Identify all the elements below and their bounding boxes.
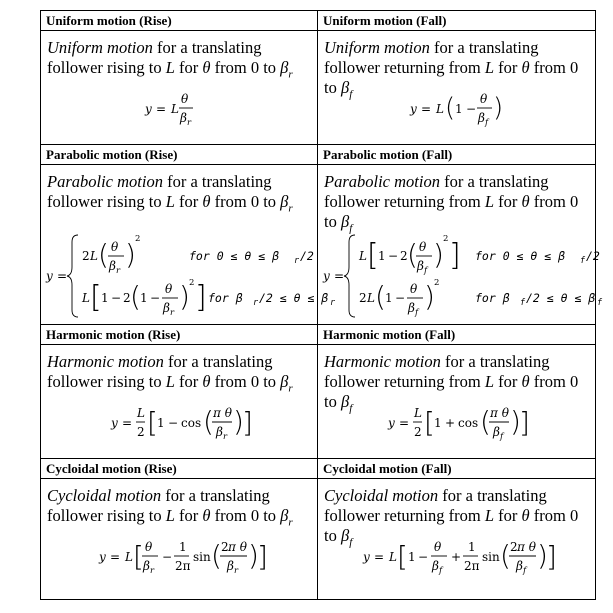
svg-text:L: L — [436, 102, 444, 116]
svg-text:r: r — [330, 298, 336, 308]
cell-parabolic-fall — [318, 145, 603, 325]
svg-text:1: 1 — [179, 540, 187, 554]
svg-text:=: = — [334, 269, 345, 283]
svg-text:1: 1 — [157, 416, 165, 430]
svg-text:y: y — [323, 269, 330, 283]
cell-title: Harmonic motion (Fall) — [318, 325, 595, 345]
svg-text:2: 2 — [414, 425, 422, 439]
svg-text:π θ: π θ — [517, 540, 536, 554]
svg-text:2: 2 — [400, 249, 408, 263]
svg-text:[: [ — [133, 540, 144, 573]
cell-title: Uniform motion (Fall) — [318, 11, 595, 31]
svg-text:]: ] — [449, 238, 461, 273]
svg-text:): ) — [248, 539, 259, 572]
svg-text:y: y — [99, 550, 106, 564]
svg-text:β: β — [417, 259, 424, 273]
svg-text:1: 1 — [378, 249, 386, 263]
svg-text:]: ] — [546, 540, 557, 573]
svg-text:β: β — [163, 301, 170, 315]
svg-text:2: 2 — [123, 291, 131, 305]
svg-text:−: − — [150, 291, 161, 305]
svg-text:1: 1 — [101, 291, 109, 305]
equation — [318, 229, 603, 321]
svg-text:): ) — [433, 238, 444, 271]
svg-text:f: f — [424, 266, 428, 276]
equation — [41, 229, 336, 321]
svg-text:L: L — [90, 249, 98, 263]
svg-text:β: β — [516, 559, 523, 573]
svg-text:−: − — [388, 249, 399, 263]
svg-text:L: L — [359, 249, 367, 263]
svg-text:L: L — [389, 550, 397, 564]
svg-text:1: 1 — [468, 540, 476, 554]
cell-cycloidal-fall — [318, 459, 595, 599]
svg-text:/2: /2 — [586, 249, 600, 263]
svg-text:r: r — [253, 298, 259, 308]
svg-text:/2: /2 — [300, 249, 314, 263]
svg-text:f: f — [523, 566, 527, 576]
svg-text:2π: 2π — [175, 559, 191, 573]
svg-text:f: f — [485, 118, 489, 128]
svg-text:r: r — [187, 118, 192, 128]
cell-description: Parabolic motion for a translating follower rising to L for θ from 0 to $\beta_r$ — [47, 172, 293, 215]
svg-text:=: = — [110, 550, 121, 564]
svg-text:for β: for β — [208, 291, 243, 305]
svg-text:[: [ — [397, 540, 408, 573]
svg-text:=: = — [421, 102, 432, 116]
svg-text:]: ] — [519, 406, 530, 439]
svg-text:f: f — [415, 308, 419, 318]
svg-text:=: = — [57, 269, 68, 283]
svg-text:(: ( — [203, 405, 214, 438]
cell-description: Cycloidal motion for a translating follower rising to L for θ from 0 to $\beta_r$ — [47, 486, 293, 529]
equation — [318, 400, 595, 445]
svg-text:f: f — [439, 566, 443, 576]
svg-text:(: ( — [211, 539, 222, 572]
cell-title: Parabolic motion (Rise) — [41, 145, 317, 165]
svg-text:2: 2 — [510, 540, 518, 554]
svg-text:π θ: π θ — [490, 406, 509, 420]
svg-text:/2 ≤ θ ≤ β: /2 ≤ θ ≤ β — [259, 291, 329, 305]
cell-parabolic-rise — [41, 145, 336, 325]
svg-text:[: [ — [424, 406, 435, 439]
svg-text:π θ: π θ — [213, 406, 232, 420]
svg-text:r: r — [294, 256, 300, 266]
svg-text:r: r — [234, 566, 239, 576]
svg-text:=: = — [156, 102, 167, 116]
svg-text:): ) — [493, 93, 504, 123]
svg-text:]: ] — [257, 540, 268, 573]
svg-text:(: ( — [407, 238, 418, 271]
equation — [41, 400, 318, 445]
cell-cycloidal-rise — [41, 459, 318, 599]
equation — [318, 534, 595, 579]
cell-description: Harmonic motion for a translating follower rising to L for θ from 0 to $\beta_r$ — [47, 352, 293, 395]
svg-text:β: β — [432, 559, 439, 573]
svg-text:y: y — [388, 416, 395, 430]
svg-text:[: [ — [147, 406, 158, 439]
svg-text:): ) — [233, 405, 244, 438]
cell-harmonic-rise — [41, 325, 318, 459]
equation — [318, 86, 595, 131]
svg-text:]: ] — [195, 280, 207, 315]
svg-text:β: β — [109, 259, 116, 273]
svg-text:y: y — [46, 269, 53, 283]
svg-text:+: + — [451, 550, 462, 564]
cell-description: Parabolic motion for a translating follower returning from L for θ from 0 to $\beta_f$ — [324, 172, 579, 235]
svg-text:): ) — [510, 405, 521, 438]
svg-text:−: − — [466, 102, 477, 116]
equation — [41, 534, 318, 579]
svg-text:): ) — [125, 238, 136, 271]
svg-text:L: L — [125, 550, 133, 564]
svg-text:−: − — [111, 291, 122, 305]
svg-text:β: β — [408, 301, 415, 315]
svg-text:cos: cos — [181, 416, 202, 430]
svg-text:θ: θ — [145, 540, 153, 554]
svg-text:−: − — [168, 416, 179, 430]
svg-text:y: y — [363, 550, 370, 564]
svg-text:θ: θ — [434, 540, 442, 554]
cell-title: Parabolic motion (Fall) — [318, 145, 595, 165]
svg-text:1: 1 — [385, 291, 393, 305]
equation — [41, 86, 318, 131]
svg-text:[: [ — [367, 238, 379, 273]
cell-harmonic-fall — [318, 325, 595, 459]
svg-text:θ: θ — [419, 240, 427, 254]
svg-text:L: L — [414, 406, 422, 420]
svg-text:y: y — [410, 102, 417, 116]
svg-text:f: f — [597, 298, 603, 308]
svg-text:=: = — [399, 416, 410, 430]
svg-text:f: f — [520, 298, 526, 308]
svg-text:(: ( — [480, 405, 491, 438]
svg-text:L: L — [137, 406, 145, 420]
svg-text:2: 2 — [135, 234, 141, 244]
svg-text:θ: θ — [111, 240, 119, 254]
cell-title: Cycloidal motion (Rise) — [41, 459, 317, 479]
svg-text:sin: sin — [193, 550, 211, 564]
svg-text:−: − — [418, 550, 429, 564]
cell-description: Uniform motion for a translating follower returning from L for θ from 0 to $\beta_f$ — [324, 38, 579, 101]
svg-text:2: 2 — [189, 278, 195, 288]
cell-description: Uniform motion for a translating follower rising to L for θ from 0 to $\beta_r$ — [47, 38, 293, 81]
svg-text:β: β — [227, 559, 234, 573]
svg-text:π θ: π θ — [228, 540, 247, 554]
svg-text:(: ( — [130, 280, 141, 313]
cell-title: Harmonic motion (Rise) — [41, 325, 317, 345]
svg-text:−: − — [162, 550, 173, 564]
svg-text:2π: 2π — [464, 559, 480, 573]
svg-text:y: y — [145, 102, 152, 116]
svg-text:): ) — [424, 280, 435, 313]
svg-text:): ) — [179, 280, 190, 313]
svg-text:L: L — [171, 102, 179, 116]
cell-description: Harmonic motion for a translating follower returning from L for θ from 0 to $\beta_f$ — [324, 352, 579, 415]
svg-text:β: β — [478, 111, 485, 125]
svg-text:2: 2 — [443, 234, 449, 244]
svg-text:L: L — [367, 291, 375, 305]
svg-text:r: r — [116, 266, 121, 276]
svg-text:=: = — [374, 550, 385, 564]
svg-text:2: 2 — [434, 278, 440, 288]
svg-text:]: ] — [242, 406, 253, 439]
svg-text:+: + — [445, 416, 456, 430]
cell-title: Uniform motion (Rise) — [41, 11, 317, 31]
cell-description: Cycloidal motion for a translating follower returning from L for θ from 0 to $\beta_f$ — [324, 486, 579, 549]
svg-text:r: r — [150, 566, 155, 576]
svg-text:θ: θ — [165, 282, 173, 296]
svg-text:sin: sin — [482, 550, 500, 564]
svg-text:1: 1 — [140, 291, 148, 305]
cell-title: Cycloidal motion (Fall) — [318, 459, 595, 479]
svg-text:): ) — [537, 539, 548, 572]
svg-text:r: r — [170, 308, 175, 318]
svg-text:θ: θ — [410, 282, 418, 296]
cam-motion-table — [40, 10, 603, 600]
svg-text:for 0 ≤ θ ≤ β: for 0 ≤ θ ≤ β — [475, 249, 566, 263]
svg-text:(: ( — [375, 280, 386, 313]
svg-text:L: L — [82, 291, 90, 305]
svg-text:=: = — [122, 416, 133, 430]
svg-text:f: f — [500, 432, 504, 442]
svg-text:β: β — [180, 111, 187, 125]
svg-text:/2 ≤ θ ≤ β: /2 ≤ θ ≤ β — [526, 291, 596, 305]
cell-uniform-rise — [41, 11, 318, 145]
svg-text:−: − — [395, 291, 406, 305]
svg-text:β: β — [143, 559, 150, 573]
svg-text:f: f — [580, 256, 586, 266]
svg-text:cos: cos — [458, 416, 479, 430]
svg-text:for 0 ≤ θ ≤ β: for 0 ≤ θ ≤ β — [189, 249, 280, 263]
svg-text:r: r — [223, 432, 228, 442]
cell-uniform-fall — [318, 11, 595, 145]
svg-text:2: 2 — [221, 540, 229, 554]
svg-text:y: y — [111, 416, 118, 430]
svg-text:1: 1 — [434, 416, 442, 430]
svg-text:for β: for β — [475, 291, 510, 305]
svg-text:2: 2 — [137, 425, 145, 439]
svg-text:θ: θ — [181, 92, 189, 106]
svg-text:1: 1 — [408, 550, 416, 564]
svg-text:(: ( — [98, 238, 109, 271]
svg-text:2: 2 — [359, 291, 367, 305]
svg-text:(: ( — [445, 93, 456, 123]
svg-text:β: β — [216, 425, 223, 439]
svg-text:(: ( — [500, 539, 511, 572]
svg-text:[: [ — [90, 280, 102, 315]
svg-text:θ: θ — [480, 92, 488, 106]
svg-text:2: 2 — [82, 249, 90, 263]
svg-text:1: 1 — [455, 102, 463, 116]
svg-text:β: β — [493, 425, 500, 439]
